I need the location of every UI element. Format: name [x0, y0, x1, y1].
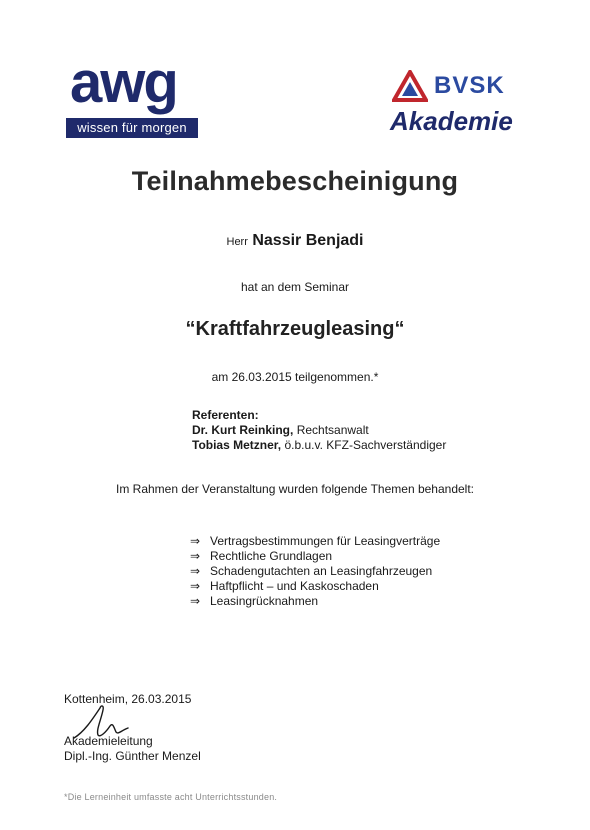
attendance-date: am 26.03.2015 teilgenommen.* [211, 370, 379, 384]
topic-item [190, 594, 440, 609]
speaker-name: Tobias Metzner, [192, 438, 282, 452]
topic-label: Rechtliche Grundlagen [210, 549, 333, 563]
signature-role: Akademieleitung [64, 734, 153, 748]
speaker-entry [192, 423, 446, 438]
double-arrow-icon: ⇒ [190, 534, 201, 548]
topic-item [190, 534, 440, 549]
seminar-title: “Kraftfahrzeugleasing“ [185, 318, 405, 340]
signature-place-date: Kottenheim, 26.03.2015 [64, 692, 192, 706]
topic-label: Vertragsbestimmungen für Leasingverträge [210, 534, 441, 548]
signature-name: Dipl.-Ing. Günther Menzel [64, 749, 201, 763]
bvsk-triangle-icon [392, 70, 428, 102]
topic-item [190, 579, 440, 594]
topics-intro: Im Rahmen der Veranstaltung wurden folgende Themen behandelt: [115, 482, 474, 496]
salutation: Herr [226, 236, 248, 248]
awg-logo [66, 50, 200, 140]
speaker-role: ö.b.u.v. KFZ-Sachverständiger [284, 438, 447, 452]
participant-name: Nassir Benjadi [252, 232, 364, 249]
double-arrow-icon: ⇒ [190, 579, 201, 593]
awg-logo-word: awg [70, 50, 177, 115]
topic-label: Schadengutachten an Leasingfahrzeugen [210, 564, 433, 578]
speaker-role: Rechtsanwalt [296, 423, 369, 437]
topic-label: Leasingrücknahmen [210, 594, 319, 608]
speaker-name: Dr. Kurt Reinking, [192, 423, 294, 437]
bvsk-logo [388, 68, 528, 138]
bvsk-logo-akademie: Akademie [390, 106, 513, 136]
footnote: *Die Lerneinheit umfasste acht Unterrichtsstunden. [64, 792, 278, 802]
topic-item [190, 564, 440, 579]
double-arrow-icon: ⇒ [190, 594, 201, 608]
double-arrow-icon: ⇒ [190, 549, 201, 563]
seminar-intro: hat an dem Seminar [240, 280, 350, 294]
certificate-title: Teilnahmebescheinigung [131, 166, 459, 196]
topic-label: Haftpflicht – und Kaskoschaden [210, 579, 379, 593]
topics-list [190, 534, 440, 609]
topic-item [190, 549, 440, 564]
double-arrow-icon: ⇒ [190, 564, 201, 578]
awg-logo-tagline: wissen für morgen [66, 118, 198, 138]
speaker-entry [192, 438, 446, 453]
speakers-block [192, 408, 446, 453]
participant-line [0, 232, 590, 250]
speakers-heading: Referenten: [192, 408, 259, 422]
bvsk-logo-word: BVSK [434, 72, 505, 99]
